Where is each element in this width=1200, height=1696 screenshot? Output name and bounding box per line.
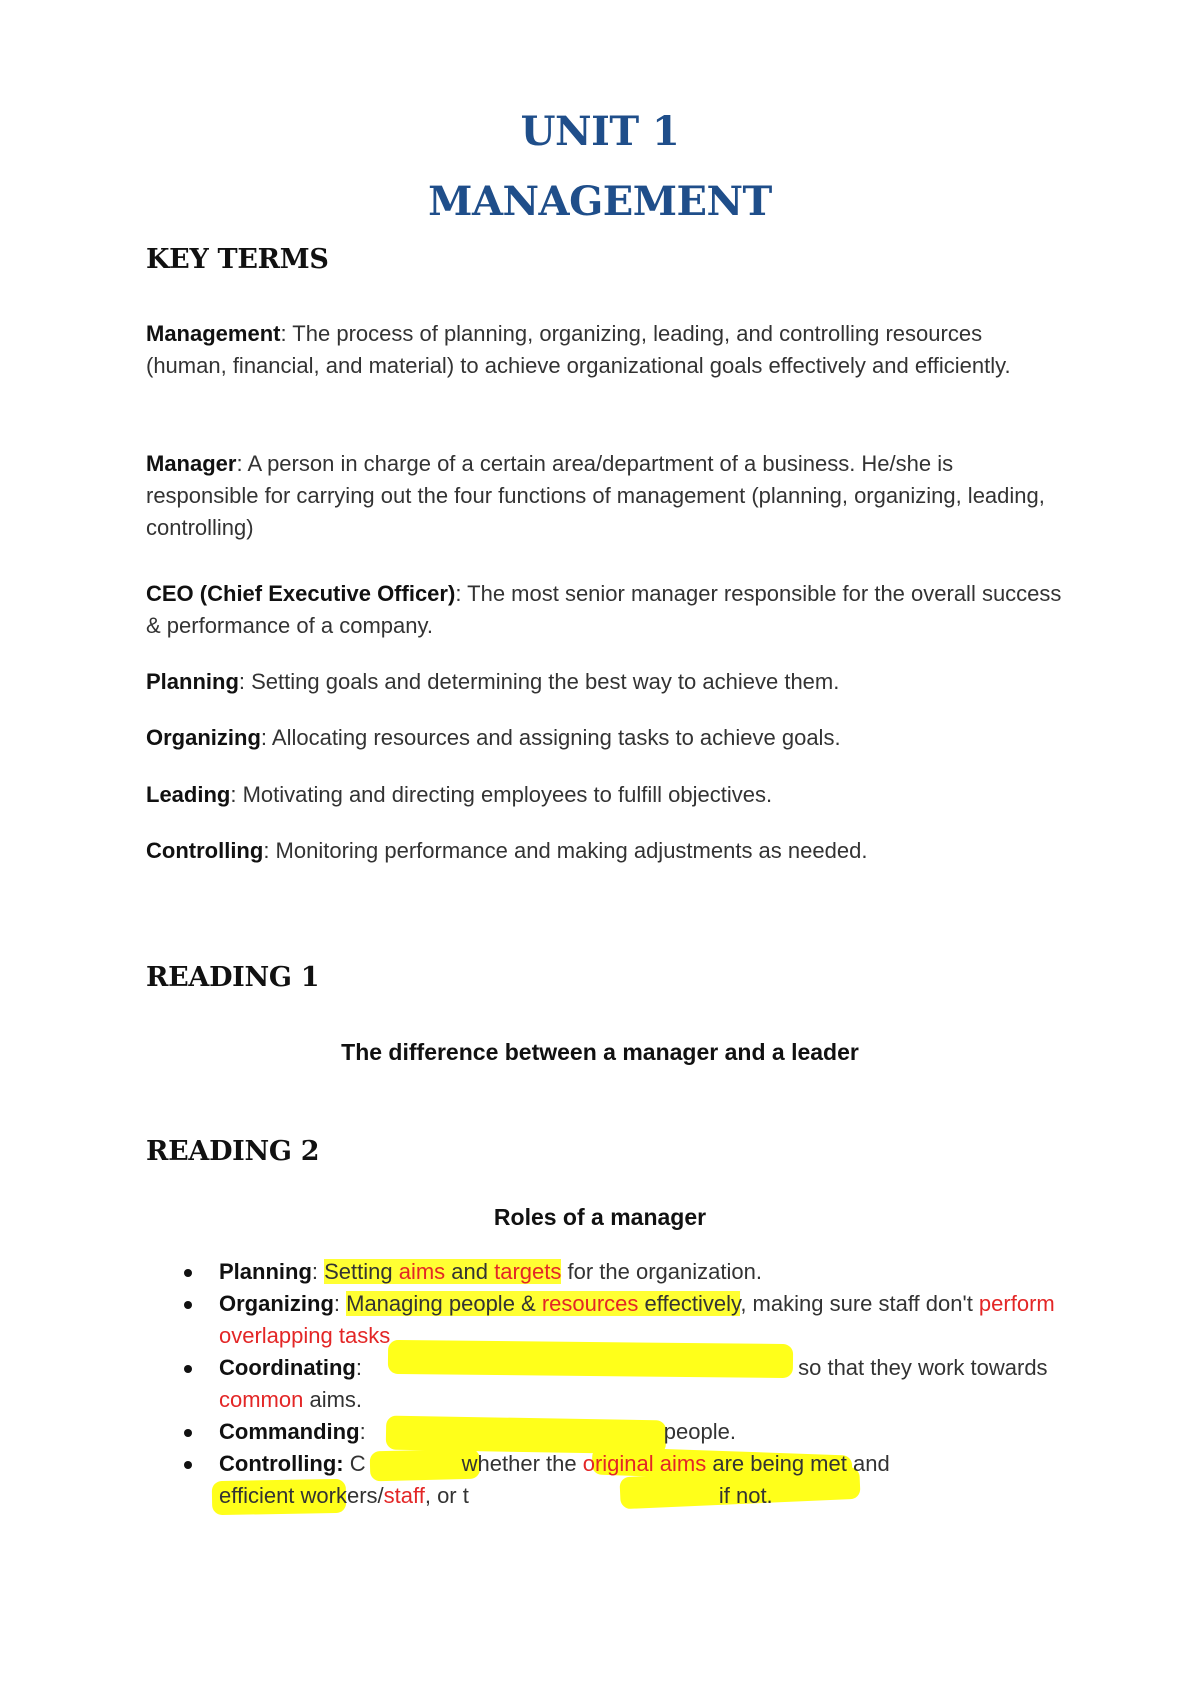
manager-roles-list (146, 1256, 1076, 1512)
list-item: Controlling: C whether the original aims are being met and efficient workers/staff, or t if not. (146, 1448, 1076, 1512)
bullet-icon (184, 1269, 192, 1277)
reading-1-heading: READING 1 (146, 962, 320, 993)
term-management (146, 318, 1066, 382)
term-label: Leading (146, 782, 231, 807)
bullet-icon (184, 1429, 192, 1437)
term-label: CEO (Chief Executive Officer) (146, 581, 456, 606)
term-label: Controlling (146, 838, 264, 863)
term-ceo (146, 578, 1066, 642)
term-leading (146, 779, 1066, 811)
term-label: Organizing (146, 725, 261, 750)
term-definition: : A person in charge of a certain area/department of a business. He/she is responsible for carrying out the four functions of management (planning, organizing, leading, controlling) (146, 451, 1045, 540)
term-planning (146, 666, 1066, 698)
term-organizing (146, 722, 1066, 754)
bullet-icon (184, 1365, 192, 1373)
term-definition: : Monitoring performance and making adjustments as needed. (263, 838, 868, 863)
reading-2-subtitle: Roles of a manager (493, 1204, 707, 1230)
term-definition: : Motivating and directing employees to fulfill objectives. (230, 782, 773, 807)
term-manager (146, 448, 1066, 544)
unit-title: UNIT 1 (520, 108, 680, 155)
term-label: Manager (146, 451, 237, 476)
term-label: Management (146, 321, 281, 346)
list-item: Organizing: Managing people & resources effectively, making sure staff don't perform overlapping tasks (146, 1288, 1076, 1352)
list-item: Planning: Setting aims and targets for the organization. (146, 1256, 1076, 1288)
reading-2-heading: READING 2 (146, 1136, 320, 1167)
bullet-icon (184, 1301, 192, 1309)
list-item: Commanding: people. (146, 1416, 1076, 1448)
term-definition: : Allocating resources and assigning tasks to achieve goals. (260, 725, 841, 750)
bullet-icon (184, 1461, 192, 1469)
list-item: Coordinating: so that they work towards common aims. (146, 1352, 1076, 1416)
term-definition: : The process of planning, organizing, leading, and controlling resources (human, financial, and material) to achieve organizational goals effectively and efficiently. (146, 321, 1011, 378)
reading-1-subtitle: The difference between a manager and a leader (341, 1039, 859, 1065)
term-definition: : The most senior manager responsible for the overall success & performance of a company. (146, 581, 1062, 638)
key-terms-heading: KEY TERMS (146, 244, 329, 275)
term-label: Planning (146, 669, 239, 694)
unit-subject-title: MANAGEMENT (428, 178, 772, 225)
term-definition: : Setting goals and determining the best way to achieve them. (238, 669, 840, 694)
term-controlling (146, 835, 1066, 867)
